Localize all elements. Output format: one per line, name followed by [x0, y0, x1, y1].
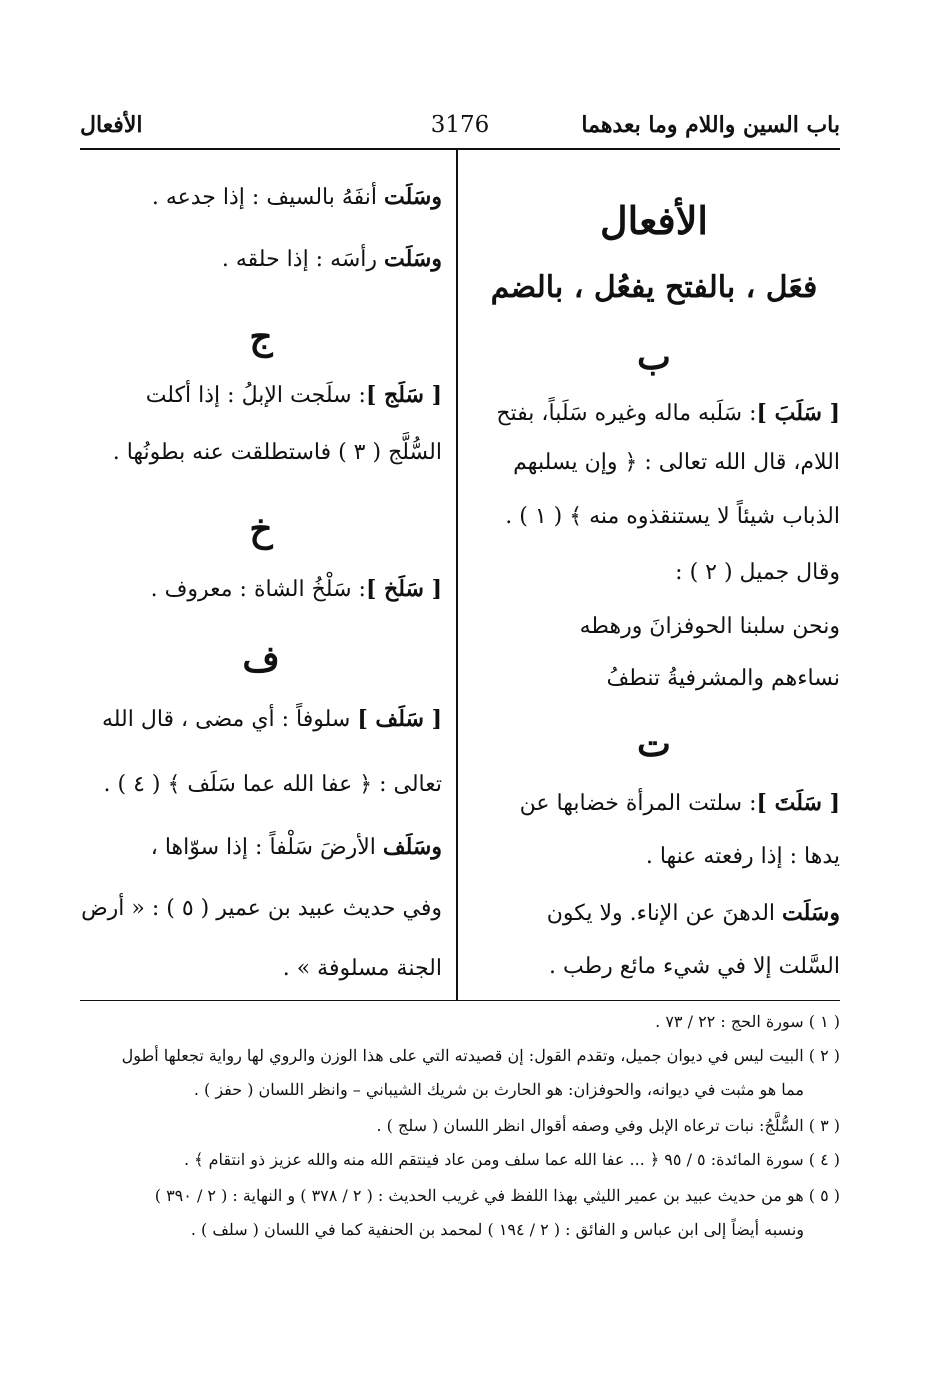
entry-salaf-line1: [80, 706, 442, 732]
entry-salat-line4: السَّلت إلا في شيء مائع رطب .: [549, 954, 840, 979]
entry-salaf-line2: تعالى : ﴿ عفا الله عما سَلَف ﴾ ( ٤ ) .: [103, 772, 442, 797]
verse-line-2: نساءهم والمشرفيةُ تنطفُ: [606, 666, 840, 691]
entry-salaf-line4: وفي حديث عبيد بن عمير ( ٥ ) : « أرض: [81, 896, 442, 921]
entry-salat-line2: يدها : إذا رفعته عنها .: [645, 844, 840, 869]
lemma-salat: [ سَلَتَ ]: [756, 790, 840, 816]
section-title: الأفعال: [80, 112, 143, 138]
page-number: 3176: [430, 112, 490, 138]
letter-heading-ba: ب: [637, 336, 671, 378]
entry-text: رأسَه : إذا حلقه .: [221, 247, 378, 272]
poet-intro: وقال جميل ( ٢ ) :: [675, 560, 840, 585]
entry-salaj-line1: [80, 382, 442, 408]
entry-salab-line3: الذباب شيئاً لا يستنقذوه منه ﴾ ( ١ ) .: [505, 504, 840, 529]
header-rule: [80, 148, 840, 150]
entry-text: : سلتت المرأة خضابها عن: [519, 791, 757, 816]
entry-text: سلوفاً : أي مضى ، قال الله: [101, 707, 351, 732]
footnote-1: ( ١ ) سورة الحج : ٢٢ / ٧٣ .: [655, 1012, 840, 1031]
entry-text: : سلَجت الإبلُ : إذا أكلت: [145, 383, 366, 408]
lemma-salab: [ سَلَبَ ]: [756, 400, 840, 426]
footnote-5: ( ٥ ) هو من حديث عبيد بن عمير الليثي بهذا اللفظ في غريب الحديث : ( ٢ / ٣٧٨ ) و النهاية : ( ٢ / ٣٩٠ ): [154, 1186, 840, 1205]
entry-text: : سَلَبه ماله وغيره سَلَباً، بفتح: [496, 401, 757, 426]
sub-lemma-salat: وسَلَت: [782, 900, 840, 926]
verse-line-1: ونحن سلبنا الحوفزانَ ورهطه: [579, 614, 840, 639]
entry-salab-line2: اللام، قال الله تعالى : ﴿ وإن يسلبهم: [513, 450, 840, 475]
entry-salat-anf: [80, 184, 442, 210]
entry-salat-line3: [468, 900, 840, 926]
footnote-rule: [80, 1000, 840, 1001]
sub-lemma-salat: وسَلَت: [384, 184, 442, 210]
entry-salat-line1: [468, 790, 840, 816]
footnote-3: ( ٣ ) السُّلَّجُ: نبات ترعاه الإبل وفي وصفه أقوال انظر اللسان ( سلج ) .: [376, 1116, 840, 1135]
sub-lemma-salaf: وسَلَف: [382, 834, 442, 860]
chapter-title: باب السين واللام وما بعدهما: [581, 112, 840, 138]
letter-heading-fa: ف: [242, 638, 280, 680]
footnote-4: ( ٤ ) سورة المائدة: ٥ / ٩٥ ﴿ ... عفا الله عما سلف ومن عاد فينتقم الله منه والله عزيز ذو انتقام ﴾ .: [183, 1150, 840, 1169]
entry-salat-ras: [80, 246, 442, 272]
letter-heading-ta: ت: [637, 723, 671, 765]
entry-text: الدهنَ عن الإناء. ولا يكون: [546, 901, 776, 926]
footnote-5-cont: ونسبه أيضاً إلى ابن عباس و الفائق : ( ٢ / ١٩٤ ) لمحمد بن الحنفية كما في اللسان ( سلف ) .: [190, 1220, 804, 1239]
entry-text: أنفَهُ بالسيف : إذا جدعه .: [151, 185, 378, 210]
footnote-2: ( ٢ ) البيت ليس في ديوان جميل، وتقدم القول: إن قصيدته التي على هذا الوزن والروي لها رواية تجعلها أطول: [121, 1046, 840, 1065]
lemma-salakh: [ سَلَخ ]: [365, 576, 442, 602]
entry-salaj-line2: السُّلَّج ( ٣ ) فاستطلقت عنه بطونُها .: [112, 440, 442, 465]
pattern-heading: فعَل ، بالفتح يفعُل ، بالضم: [490, 270, 818, 305]
sub-lemma-salat: وسَلَت: [384, 246, 442, 272]
lemma-salaj: [ سَلَج ]: [365, 382, 442, 408]
section-heading: الأفعال: [600, 198, 708, 243]
letter-heading-kha: خ: [249, 508, 273, 550]
letter-heading-jim: ج: [249, 316, 273, 358]
lemma-salaf: [ سَلَف ]: [357, 706, 442, 732]
entry-salab-line1: [468, 400, 840, 426]
entry-text: الأرضَ سَلْفاً : إذا سوّاها ،: [150, 835, 376, 860]
entry-salakh: [80, 576, 442, 602]
running-header: [80, 112, 840, 148]
footnote-2-cont: مما هو مثبت في ديوانه، والحوفزان: هو الحارث بن شريك الشيباني – وانظر اللسان ( حفز ) .: [193, 1080, 804, 1099]
column-divider: [456, 148, 458, 1000]
entry-salaf-line5: الجنة مسلوفة » .: [282, 956, 442, 981]
entry-salaf-line3: [80, 834, 442, 860]
entry-text: : سَلْخُ الشاة : معروف .: [150, 577, 366, 602]
